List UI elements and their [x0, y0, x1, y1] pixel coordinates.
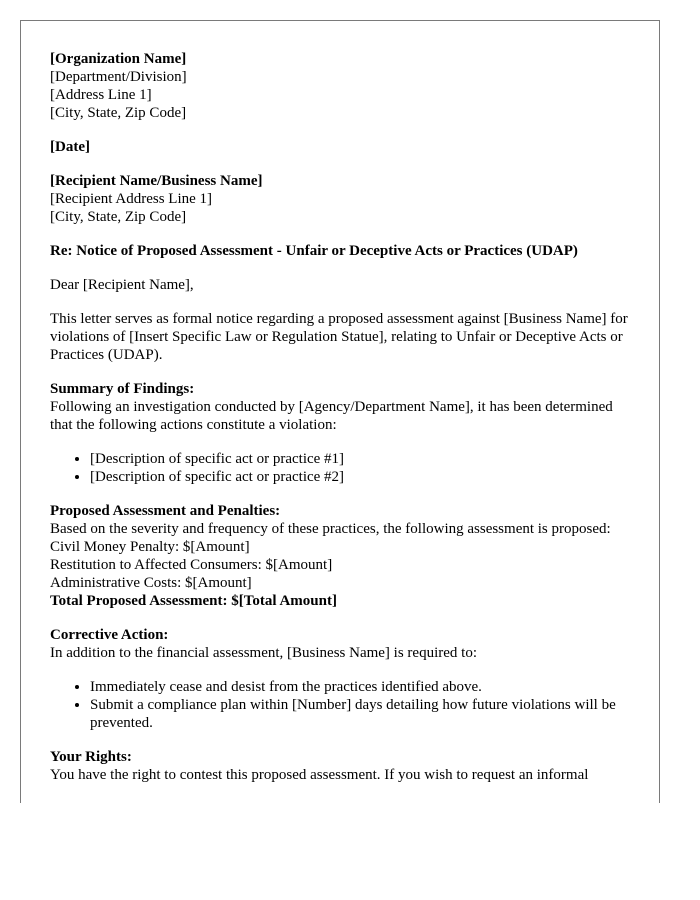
corrective-heading: Corrective Action: — [50, 627, 169, 643]
recipient-address-line: [Recipient Address Line 1] — [50, 191, 213, 207]
sender-address-line: [Address Line 1] — [50, 87, 152, 103]
subject-line: Re: Notice of Proposed Assessment - Unfair or Deceptive Acts or Practices (UDAP) — [50, 243, 578, 259]
sender-city: [City, State, Zip Code] — [50, 105, 187, 121]
assessment-line-restitution: Restitution to Affected Consumers: $[Amount] — [50, 557, 333, 573]
rights-text: You have the right to contest this proposed assessment. If you wish to request an informal — [50, 767, 589, 783]
assessment-line-admin-costs: Administrative Costs: $[Amount] — [50, 575, 252, 591]
list-item: • [Description of specific act or practice #1] — [90, 450, 630, 468]
corrective-list — [50, 678, 630, 732]
corrective-text: In addition to the financial assessment, [Business Name] is required to: — [50, 645, 477, 661]
rights-section — [50, 748, 630, 784]
findings-list — [50, 450, 630, 486]
sender-department: [Department/Division] — [50, 69, 187, 85]
assessment-heading: Proposed Assessment and Penalties: — [50, 503, 281, 519]
rights-heading: Your Rights: — [50, 749, 132, 765]
recipient-address — [50, 172, 630, 226]
list-item: • Submit a compliance plan within [Number] days detailing how future violations will be prevented. — [90, 696, 630, 732]
assessment-section — [50, 502, 630, 610]
recipient-city: [City, State, Zip Code] — [50, 209, 187, 225]
findings-text: Following an investigation conducted by [Agency/Department Name], it has been determined that the following actions constitute a violation: — [50, 399, 613, 433]
letter-page — [20, 20, 660, 803]
assessment-line-penalty: Civil Money Penalty: $[Amount] — [50, 539, 250, 555]
list-item: • [Description of specific act or practice #2] — [90, 468, 630, 486]
salutation: Dear [Recipient Name], — [50, 277, 194, 293]
sender-address — [50, 50, 630, 122]
intro-paragraph: This letter serves as formal notice regarding a proposed assessment against [Business Name] for violations of [Insert Specific Law or Regulation Statue], relating to Unfair or Deceptive Acts or Practices (UDAP). — [50, 311, 628, 363]
assessment-total: Total Proposed Assessment: $[Total Amount] — [50, 593, 337, 609]
sender-org-name: [Organization Name] — [50, 51, 187, 67]
list-item: • Immediately cease and desist from the practices identified above. — [90, 678, 630, 696]
assessment-text: Based on the severity and frequency of these practices, the following assessment is proposed: — [50, 521, 611, 537]
findings-section — [50, 380, 630, 486]
corrective-section — [50, 626, 630, 732]
findings-heading: Summary of Findings: — [50, 381, 195, 397]
letter-date: [Date] — [50, 139, 90, 155]
recipient-name: [Recipient Name/Business Name] — [50, 173, 263, 189]
